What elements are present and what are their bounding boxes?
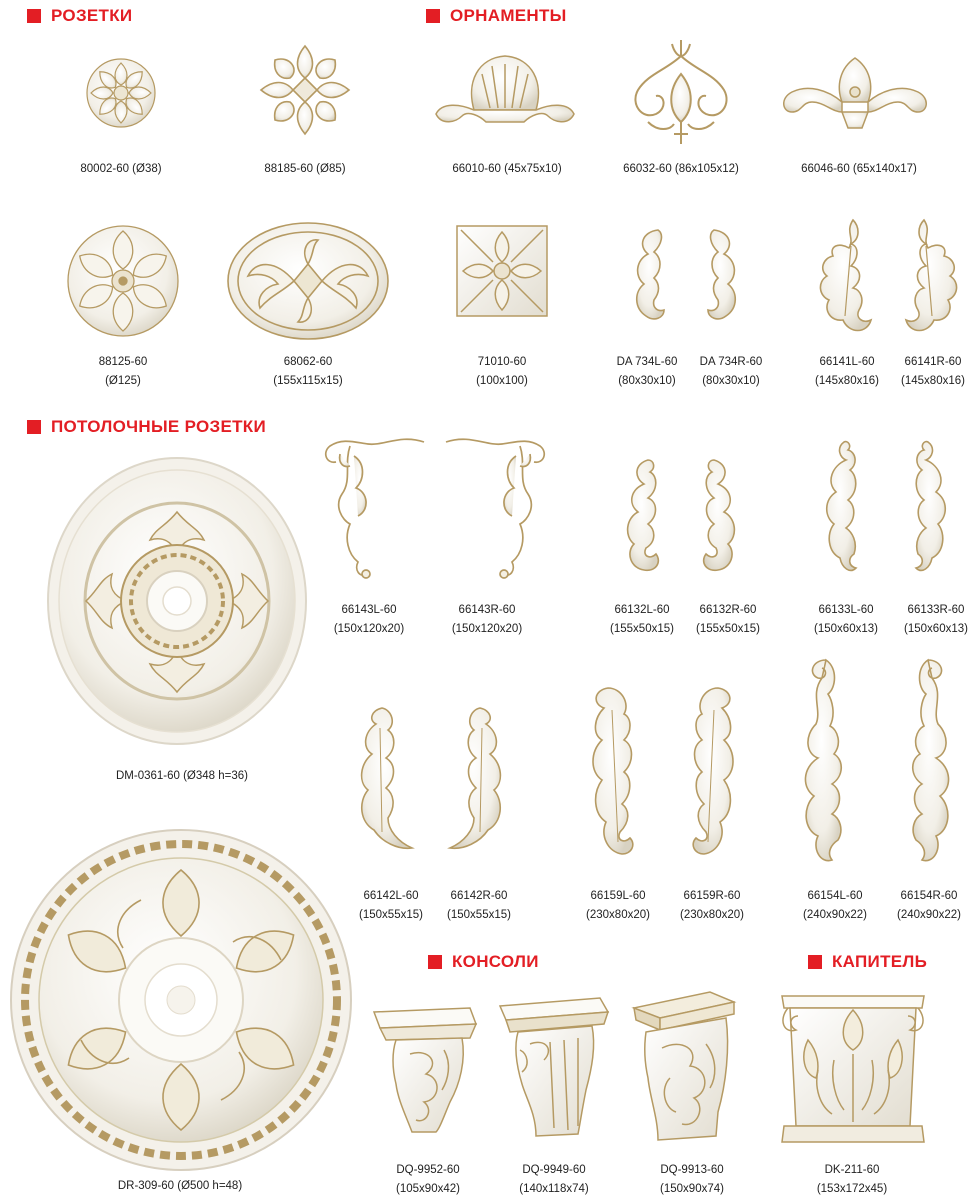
item-size: (80x30x10): [618, 375, 676, 387]
console-dq9913-image: [630, 988, 740, 1144]
label-68062: [243, 353, 373, 391]
item-code: 66133R-60: [907, 604, 965, 616]
ornament-71010-image: [455, 224, 549, 318]
rosette-68062-image: [226, 220, 391, 342]
item-size: (155x50x15): [696, 623, 760, 635]
ornament-66133r-image: [906, 438, 954, 576]
item-size: (145x80x16): [901, 375, 965, 387]
item-code: 66133L-60: [818, 604, 874, 616]
label-66159r: [647, 887, 777, 925]
console-dq9952-image: [370, 1004, 480, 1136]
ornament-66159r-image: [674, 682, 744, 860]
item-code: 88125-60: [98, 356, 148, 368]
item-code: 66141R-60: [904, 356, 962, 368]
item-size: (240x90x22): [803, 909, 867, 921]
section-title: РОЗЕТКИ: [51, 6, 133, 25]
ornament-66154r-image: [892, 654, 962, 868]
ornament-66010-image: [432, 52, 578, 132]
label-dq9949: [489, 1161, 619, 1199]
label-dm0361: [102, 767, 262, 786]
section-capital: [808, 952, 927, 972]
item-size: (230x80x20): [586, 909, 650, 921]
item-size: (140x118x74): [519, 1183, 589, 1195]
console-dq9949-image: [496, 994, 612, 1140]
item-code: 66159L-60: [590, 890, 646, 902]
section-title: КАПИТЕЛЬ: [832, 952, 928, 971]
item-size: (240x90x22): [897, 909, 961, 921]
item-code: DA 734R-60: [699, 356, 763, 368]
ornament-da734r-image: [702, 226, 742, 326]
section-title: ОРНАМЕНТЫ: [450, 6, 567, 25]
label-66046: [794, 160, 924, 179]
item-code: 66142R-60: [450, 890, 508, 902]
label-66143r: [422, 601, 552, 639]
item-size: (155x50x15): [610, 623, 674, 635]
red-square-icon: [27, 9, 41, 23]
item-size: (150x90x74): [660, 1183, 724, 1195]
ornament-66132r-image: [694, 456, 742, 576]
item-size: (Ø125): [105, 375, 141, 387]
ornament-66032-image: [628, 34, 734, 150]
section-ceiling-rosettes: [27, 417, 266, 437]
item-code: 71010-60: [477, 356, 527, 368]
item-code: DR-309-60 (Ø500 h=48): [117, 1180, 243, 1192]
item-code: 66143L-60: [341, 604, 397, 616]
item-code: 66132R-60: [699, 604, 757, 616]
item-code: 66032-60 (86x105x12): [623, 163, 739, 175]
item-code: DQ-9913-60: [660, 1164, 724, 1176]
item-code: DK-211-60: [824, 1164, 880, 1176]
red-square-icon: [426, 9, 440, 23]
ornament-66132l-image: [620, 456, 668, 576]
item-size: (150x60x13): [904, 623, 968, 635]
item-code: 80002-60 (Ø38): [80, 163, 162, 175]
label-88185: [240, 160, 370, 179]
label-66132r: [663, 601, 793, 639]
item-size: (150x120x20): [451, 623, 523, 635]
item-size: (150x120x20): [333, 623, 405, 635]
red-square-icon: [808, 955, 822, 969]
ornament-66154l-image: [792, 654, 862, 868]
section-title: ПОТОЛОЧНЫЕ РОЗЕТКИ: [51, 417, 266, 436]
item-size: (100x100): [476, 375, 528, 387]
item-code: DA 734L-60: [616, 356, 678, 368]
ornament-66142r-image: [446, 702, 510, 854]
item-size: (155x115x15): [273, 375, 343, 387]
item-code: 66143R-60: [458, 604, 516, 616]
item-size: (150x55x15): [359, 909, 423, 921]
label-66010: [442, 160, 572, 179]
item-code: 66141L-60: [819, 356, 875, 368]
item-code: 66132L-60: [614, 604, 670, 616]
item-code: DM-0361-60 (Ø348 h=36): [115, 770, 248, 782]
rosette-88185-image: [255, 40, 355, 140]
item-size: (80x30x10): [702, 375, 760, 387]
item-code: DQ-9949-60: [522, 1164, 586, 1176]
ornament-66141l-image: [815, 216, 879, 340]
ceiling-rosette-dr309-image: [8, 824, 354, 1176]
label-dq9952: [363, 1161, 493, 1199]
label-66143l: [304, 601, 434, 639]
item-size: (150x55x15): [447, 909, 511, 921]
item-code: 66154R-60: [900, 890, 958, 902]
label-66032: [616, 160, 746, 179]
label-dq9913: [627, 1161, 757, 1199]
item-size: (145x80x16): [815, 375, 879, 387]
item-code: DQ-9952-60: [396, 1164, 460, 1176]
item-size: (150x60x13): [814, 623, 878, 635]
red-square-icon: [428, 955, 442, 969]
capital-dk211-image: [778, 990, 928, 1146]
item-code: 66142L-60: [363, 890, 419, 902]
ornament-66142l-image: [352, 702, 416, 854]
ornament-66141r-image: [898, 216, 962, 340]
item-size: (153x172x45): [816, 1183, 888, 1195]
item-code: 66010-60 (45x75x10): [452, 163, 562, 175]
ornament-66046-image: [778, 54, 932, 134]
section-consoles: [428, 952, 539, 972]
rosette-80002-image: [84, 56, 158, 130]
ornament-66143l-image: [320, 434, 430, 580]
item-code: 88185-60 (Ø85): [264, 163, 346, 175]
label-66133r: [871, 601, 977, 639]
label-66141r: [868, 353, 977, 391]
ornament-66133l-image: [818, 438, 866, 576]
item-size: (230x80x20): [680, 909, 744, 921]
ornament-66159l-image: [582, 682, 652, 860]
ornament-66143r-image: [440, 434, 550, 580]
label-66154r: [864, 887, 977, 925]
ornament-da734l-image: [630, 226, 670, 326]
rosette-88125-image: [64, 222, 182, 340]
label-88125: [58, 353, 188, 391]
ceiling-rosette-dm0361-image: [46, 456, 308, 746]
label-66142r: [414, 887, 544, 925]
section-ornaments: [426, 6, 567, 26]
item-size: (105x90x42): [396, 1183, 460, 1195]
label-80002: [56, 160, 186, 179]
section-title: КОНСОЛИ: [452, 952, 539, 971]
label-71010: [437, 353, 567, 391]
item-code: 68062-60: [283, 356, 333, 368]
item-code: 66046-60 (65x140x17): [801, 163, 917, 175]
section-rosettes: [27, 6, 132, 26]
item-code: 66159R-60: [683, 890, 741, 902]
label-dk211: [787, 1161, 917, 1199]
label-da734r: [666, 353, 796, 391]
label-dr309: [100, 1177, 260, 1196]
item-code: 66154L-60: [807, 890, 863, 902]
red-square-icon: [27, 420, 41, 434]
